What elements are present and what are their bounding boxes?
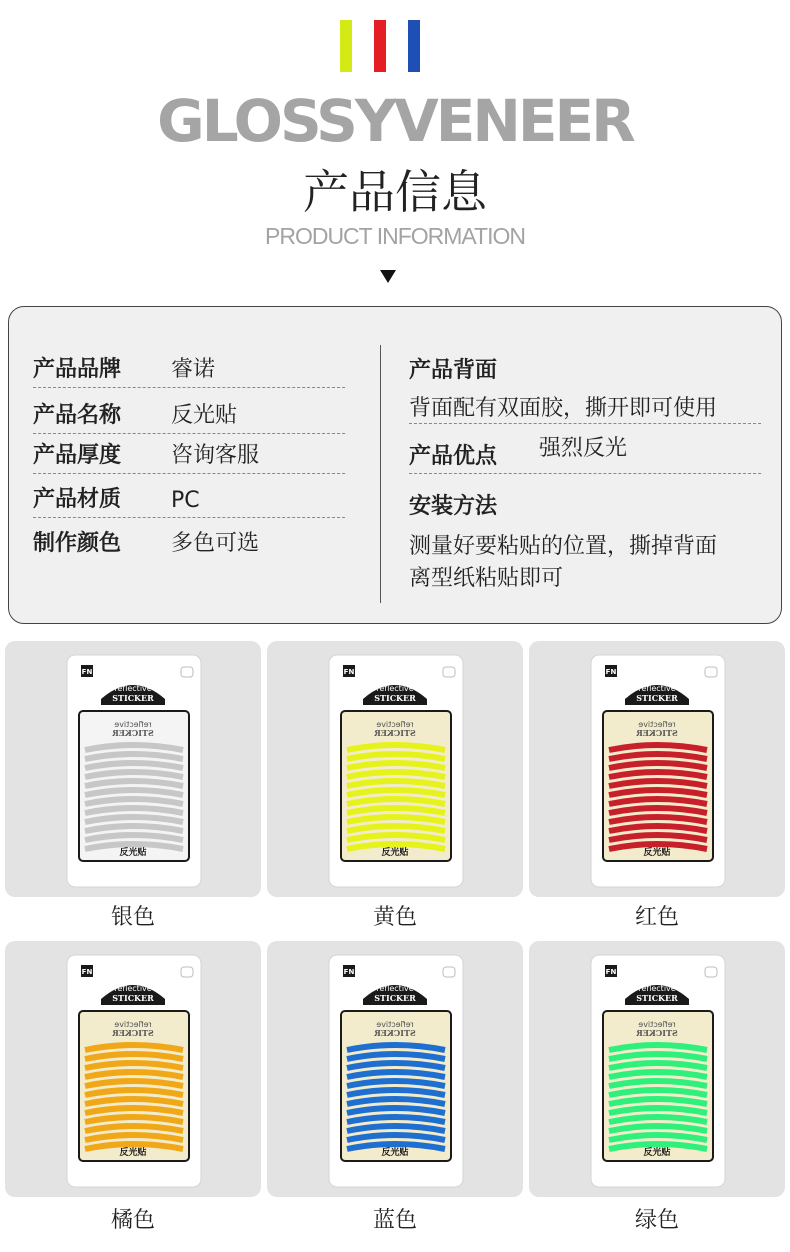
package-product-name: 反光贴 [643,1148,671,1158]
dashed-line [409,423,761,424]
product-caption: 蓝色 [372,1208,417,1233]
info-label: 产品材质 [33,487,122,512]
yellow-bar [340,20,352,72]
brand-badge: FN [605,668,617,676]
package-word-2: STICKER [636,993,678,1003]
install-line-1: 测量好要粘贴的位置，撕掉背面 [409,534,718,559]
package-word-1: reflective [376,984,414,993]
blue-bar [408,20,420,72]
sticker-package-image [267,941,523,1197]
package-word-2: STICKER [636,693,678,703]
package-word-2: STICKER [374,693,416,703]
advantage-label: 产品优点 [409,444,498,469]
svg-text:STICKER: STICKER [112,728,154,738]
package-word-1: reflective [114,684,152,693]
product-info-panel [8,306,782,624]
sticker-package-image [5,941,261,1197]
brand-badge: FN [605,968,617,976]
package-product-name: 反光贴 [381,848,409,858]
headline: GLOSSYVENEER [157,87,633,155]
page-title: 产品信息 [303,165,487,219]
advantage-value: 强烈反光 [539,436,628,461]
product-caption: 黄色 [372,905,417,930]
product-photo[interactable] [5,941,261,1197]
red-bar [374,20,386,72]
sticker-package-image [529,641,785,897]
sticker-package-image [267,641,523,897]
sticker-package-image [529,941,785,1197]
brand-badge: FN [343,668,355,676]
product-caption: 橘色 [110,1208,155,1233]
brand-badge: FN [343,968,355,976]
svg-text:STICKER: STICKER [374,1028,416,1038]
info-value: 睿诺 [171,357,216,382]
svg-text:reflective: reflective [114,720,152,729]
package-word-1: reflective [114,984,152,993]
svg-text:reflective: reflective [376,720,414,729]
install-label: 安装方法 [409,494,498,519]
package-word-2: STICKER [112,693,154,703]
package-word-1: reflective [376,684,414,693]
product-photo[interactable] [267,941,523,1197]
info-label: 产品品牌 [33,357,122,382]
package-word-2: STICKER [112,993,154,1003]
brand-badge: FN [81,968,93,976]
info-label: 产品厚度 [33,443,122,468]
page-subtitle: PRODUCT INFORMATION [265,223,525,249]
svg-text:reflective: reflective [376,1020,414,1029]
info-row-name [33,395,345,434]
product-photo[interactable] [267,641,523,897]
info-label: 产品名称 [33,403,122,428]
svg-text:STICKER: STICKER [112,1028,154,1038]
svg-text:STICKER: STICKER [636,1028,678,1038]
package-product-name: 反光贴 [119,1148,147,1158]
product-photo[interactable] [5,641,261,897]
package-product-name: 反光贴 [643,848,671,858]
info-row-thickness [33,435,345,474]
package-product-name: 反光贴 [381,1148,409,1158]
package-word-1: reflective [638,984,676,993]
sticker-package-image [5,641,261,897]
install-line-2: 离型纸粘贴即可 [409,566,564,591]
info-row-colors [33,523,345,561]
product-caption: 银色 [110,905,155,930]
svg-text:reflective: reflective [638,720,676,729]
info-row-brand [33,349,345,388]
info-value: 多色可选 [171,531,260,556]
info-value: PC [171,488,200,513]
dashed-line [409,473,761,474]
svg-text:STICKER: STICKER [374,728,416,738]
svg-text:STICKER: STICKER [636,728,678,738]
back-value: 背面配有双面胶，撕开即可使用 [409,396,718,421]
product-caption: 红色 [634,905,679,930]
product-photo[interactable] [529,641,785,897]
vertical-divider [380,345,381,603]
info-value: 反光贴 [171,403,238,428]
info-value: 咨询客服 [171,443,260,468]
info-row-material [33,479,345,518]
triangle-down-icon [380,270,396,283]
back-label: 产品背面 [409,358,498,383]
package-product-name: 反光贴 [119,848,147,858]
color-bars [340,20,420,72]
brand-badge: FN [81,668,93,676]
package-word-1: reflective [638,684,676,693]
package-word-2: STICKER [374,993,416,1003]
info-label: 制作颜色 [33,531,122,556]
svg-text:reflective: reflective [638,1020,676,1029]
product-caption: 绿色 [634,1208,679,1233]
svg-text:reflective: reflective [114,1020,152,1029]
product-photo[interactable] [529,941,785,1197]
